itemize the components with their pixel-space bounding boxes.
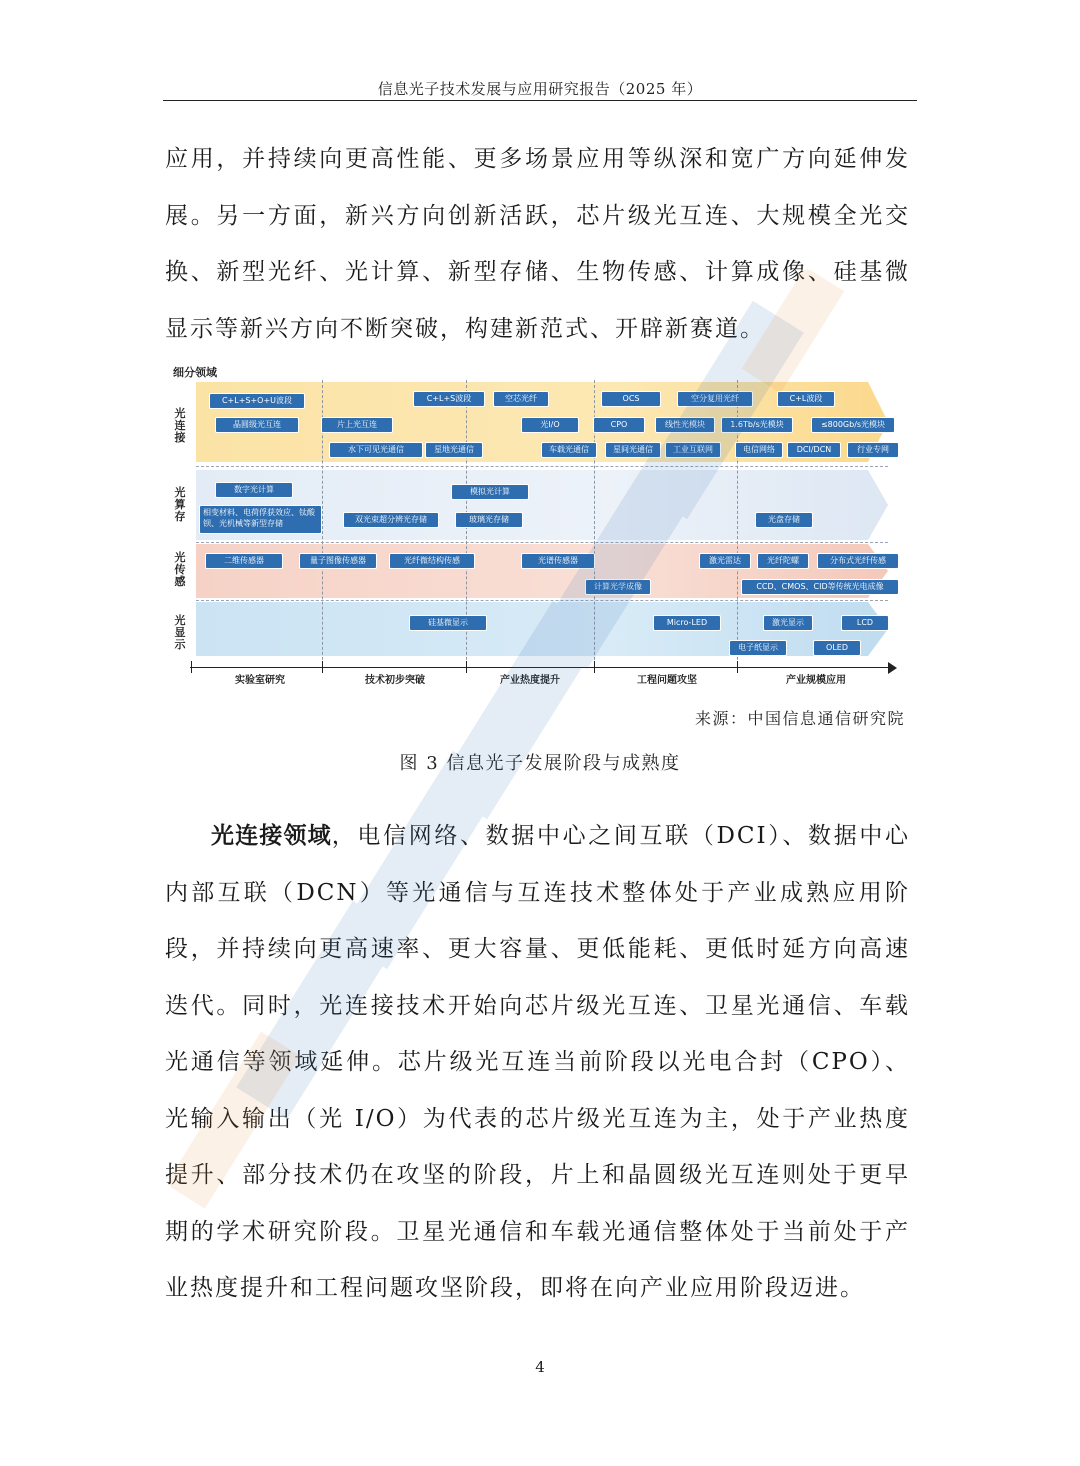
stage-label: 产业热度提升: [500, 675, 560, 686]
paragraph-body: ，电信网络、数据中心之间互联（DCI）、数据中心内部互联（DCN）等光通信与互连技术整体处于产业成熟应用阶段，并持续向更高速率、更大容量、更低能耗、更低时延方向高速迭代。同时，光连接技术开始向芯片级光互连、卫星光通信、车载光通信等领域延伸。芯片级光互连当前阶段以光电合封（CPO）、光输入输出（光 I/O）为代表的芯片级光互连为主，处于产业热度提升、部分技术仍在攻坚的阶段，片上和晶圆级光互连则处于更早期的学术研究阶段。卫星光通信和车载光通信整体处于当前处于产业热度提升和工程问题攻坚阶段，即将在向产业应用阶段迈进。: [165, 823, 911, 1301]
chip: CCD、CMOS、CID等传统光电成像: [742, 580, 898, 594]
chip: C+L+S波段: [414, 392, 484, 406]
row-label: 光显示: [174, 614, 186, 651]
row-divider: [196, 600, 888, 601]
axis-arrow-icon: [888, 662, 897, 674]
chip: 模拟光计算: [452, 485, 528, 499]
page-header: 信息光子技术发展与应用研究报告（2025 年）: [377, 80, 703, 98]
chip: 空分复用光纤: [678, 392, 752, 406]
stage-axis: [190, 667, 892, 668]
axis-tick: [594, 661, 595, 673]
chip: Micro-LED: [654, 616, 720, 630]
chip: 空芯光纤: [494, 392, 548, 406]
chip: 玻璃光存储: [456, 513, 522, 527]
chip: 光盘存储: [756, 513, 812, 527]
row-label: 光连接: [174, 407, 186, 444]
chip: 光纤陀螺: [758, 554, 808, 568]
chip: 行业专网: [848, 443, 898, 457]
top-paragraph: [165, 131, 910, 357]
chip: 工业互联网: [666, 443, 720, 457]
chip: 硅基微显示: [410, 616, 486, 630]
header-rule: [163, 100, 917, 101]
paragraph-lead: 光连接领域: [211, 823, 332, 849]
chip: 电子纸显示: [730, 641, 786, 655]
chip: 计算光学成像: [586, 580, 650, 594]
chip: 1.6Tb/s光模块: [722, 418, 792, 432]
chip: 光谱传感器: [522, 554, 594, 568]
row-divider: [196, 542, 888, 543]
chip: C+L波段: [778, 392, 834, 406]
maturity-figure: [170, 362, 920, 687]
row-label: 光传感: [174, 551, 186, 588]
chip: DCI/DCN: [788, 443, 840, 457]
axis-tick: [322, 661, 323, 673]
chip: 激光显示: [764, 616, 812, 630]
chip: 光纤微结构传感: [390, 554, 474, 568]
chip: 二维传感器: [206, 554, 282, 568]
stage-label: 实验室研究: [235, 675, 285, 686]
chip: 电信网络: [736, 443, 782, 457]
chip: 分布式光纤传感: [818, 554, 898, 568]
bottom-paragraph-text: [165, 808, 910, 1317]
chip: ≤800Gb/s光模块: [812, 418, 894, 432]
chip: 片上光互连: [322, 418, 392, 432]
axis-tick: [191, 661, 192, 673]
stage-label: 工程问题攻坚: [637, 675, 697, 686]
chip: 晶圆级光互连: [216, 418, 298, 432]
chip: OCS: [602, 392, 660, 406]
row-divider: [196, 466, 888, 467]
chip: 车载光通信: [542, 443, 596, 457]
chip: 光I/O: [522, 418, 578, 432]
stage-label: 产业规模应用: [786, 675, 846, 686]
chip: CPO: [594, 418, 644, 432]
chip: 相变材料、电荷俘获效应、钛酸钡、光机械等新型存储: [200, 506, 321, 533]
chip: LCD: [842, 616, 888, 630]
top-paragraph-text: 应用，并持续向更高性能、更多场景应用等纵深和宽广方向延伸发展。另一方面，新兴方向创新活跃，芯片级光互连、大规模全光交换、新型光纤、光计算、新型存储、生物传感、计算成像、硅基微显示等新兴方向不断突破，构建新范式、开辟新赛道。: [165, 146, 910, 342]
axis-tick: [737, 661, 738, 673]
chip: 星间光通信: [606, 443, 660, 457]
chip: OLED: [814, 641, 860, 655]
bottom-paragraph: [165, 808, 910, 1317]
chip: 双光束超分辨光存储: [344, 513, 438, 527]
chip: C+L+S+O+U波段: [210, 394, 304, 408]
axis-tick: [466, 661, 467, 673]
stage-label: 技术初步突破: [365, 675, 425, 686]
chip: 数字光计算: [216, 483, 292, 497]
chip: 水下可见光通信: [330, 443, 422, 457]
chip: 量子图像传感器: [300, 554, 376, 568]
row-label: 光算存: [174, 486, 186, 523]
chip: 星地光通信: [426, 443, 482, 457]
page-number: 4: [535, 1358, 545, 1376]
chip: 激光雷达: [700, 554, 750, 568]
figure-source: 来源：中国信息通信研究院: [694, 709, 905, 728]
figure-caption: 图 3 信息光子发展阶段与成熟度: [399, 753, 681, 774]
chip: 线性光模块: [656, 418, 714, 432]
figure-title: 细分领域: [173, 366, 217, 379]
